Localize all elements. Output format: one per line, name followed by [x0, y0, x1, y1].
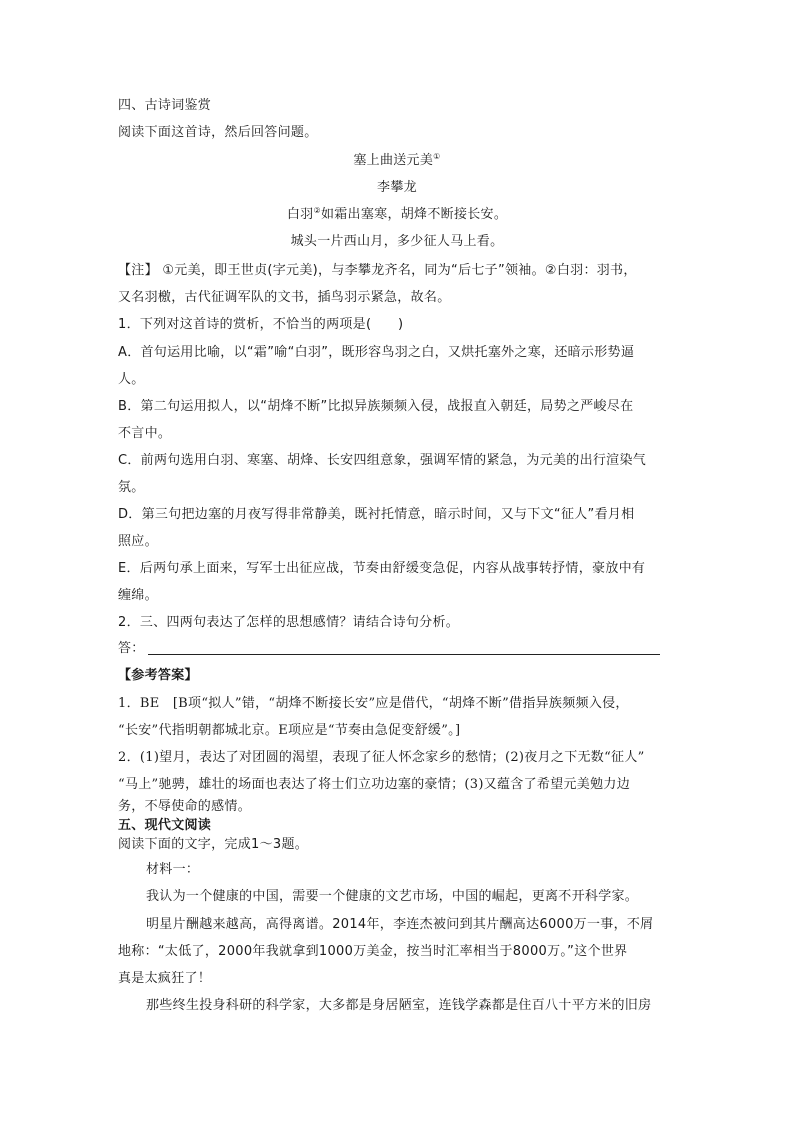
answer-1: 1．BE [B项“拟人”错，“胡烽不断接长安”应是借代，“胡烽不断”借指异族频频入侵， — [118, 696, 629, 711]
footnote-marker: ② — [313, 206, 321, 215]
option-d-continued: 照应。 — [118, 534, 158, 549]
annotation-text: 【注】 ①元美，即王世贞(字元美)，与李攀龙齐名，同为“后七子”领袖。②白羽：羽书， — [118, 263, 637, 278]
paragraph: 我认为一个健康的中国，需要一个健康的文艺市场，中国的崛起，更离不开科学家。 — [146, 889, 639, 904]
poem-line: 白羽②如霜出塞寒，胡烽不断接长安。 — [286, 206, 508, 222]
option-a: A．首句运用比喻，以“霜”喻“白羽”，既形容鸟羽之白，又烘托塞外之寒，还暗示形势逼 — [118, 345, 635, 360]
option-a-continued: 人。 — [118, 372, 145, 387]
footnote-marker: ① — [433, 152, 441, 161]
answer-2-continued: 务，不辱使命的感情。 — [118, 799, 252, 814]
option-c: C．前两句选用白羽、寒塞、胡烽、长安四组意象，强调军情的紧急，为元美的出行渲染气 — [118, 453, 647, 468]
paragraph: 那些终生投身科研的科学家，大多都是身居陋室，连钱学森都是住百八十平方米的旧房 — [146, 998, 652, 1013]
reference-answer-heading: 【参考答案】 — [118, 668, 198, 683]
section-heading: 五、现代文阅读 — [118, 818, 212, 833]
answer-blank-line — [148, 654, 660, 655]
option-b-continued: 不言中。 — [118, 426, 172, 441]
option-e-continued: 缠绵。 — [118, 588, 158, 603]
paragraph-continued: 地称：“太低了，2000年我就拿到1000万美金，按当时汇率相当于8000万。”这个世界 — [118, 944, 628, 959]
option-c-continued: 氛。 — [118, 480, 145, 495]
section-heading: 四、古诗词鉴赏 — [118, 98, 212, 113]
option-e: E．后两句承上面来，写军士出征应战，节奏由舒缓变急促，内容从战事转抒情，豪放中有 — [118, 561, 646, 576]
question-1: 1．下列对这首诗的赏析，不恰当的两项是( ) — [118, 317, 404, 332]
instruction-text: 阅读下面这首诗，然后回答问题。 — [118, 125, 318, 140]
poem-author: 李攀龙 — [377, 180, 417, 195]
answer-label: 答： — [118, 641, 145, 656]
answer-1-continued: “长安”代指明朝都城北京。E项应是“节奏由急促变舒缓”。] — [118, 723, 461, 738]
answer-2: 2．(1)望月，表达了对团圆的渴望，表现了征人怀念家乡的愁情；(2)夜月之下无数“征人” — [118, 750, 645, 765]
option-d: D．第三句把边塞的月夜写得非常静美，既衬托情意，暗示时间，又与下文“征人”看月相 — [118, 507, 635, 522]
poem-title: 塞上曲送元美① — [353, 152, 441, 168]
material-label: 材料一： — [146, 862, 200, 877]
instruction-text: 阅读下面的文字，完成1～3题。 — [118, 837, 309, 852]
option-b: B．第二句运用拟人，以“胡烽不断”比拟异族频频入侵，战报直入朝廷，局势之严峻尽在 — [118, 399, 634, 414]
paragraph-continued: 真是太疯狂了！ — [118, 971, 212, 986]
annotation-text: 又名羽檄，古代征调军队的文书，插鸟羽示紧急，故名。 — [118, 290, 451, 305]
question-2: 2．三、四两句表达了怎样的思想感情？请结合诗句分析。 — [118, 615, 460, 630]
poem-line: 城头一片西山月，多少征人马上看。 — [290, 234, 504, 249]
paragraph: 明星片酬越来越高，高得离谱。2014年，李连杰被问到其片酬高达6000万一事，不屑 — [146, 917, 654, 932]
answer-2-continued: “马上”驰骋，雄壮的场面也表达了将士们立功边塞的豪情；(3)又蕴含了希望元美勉力边 — [118, 777, 631, 792]
